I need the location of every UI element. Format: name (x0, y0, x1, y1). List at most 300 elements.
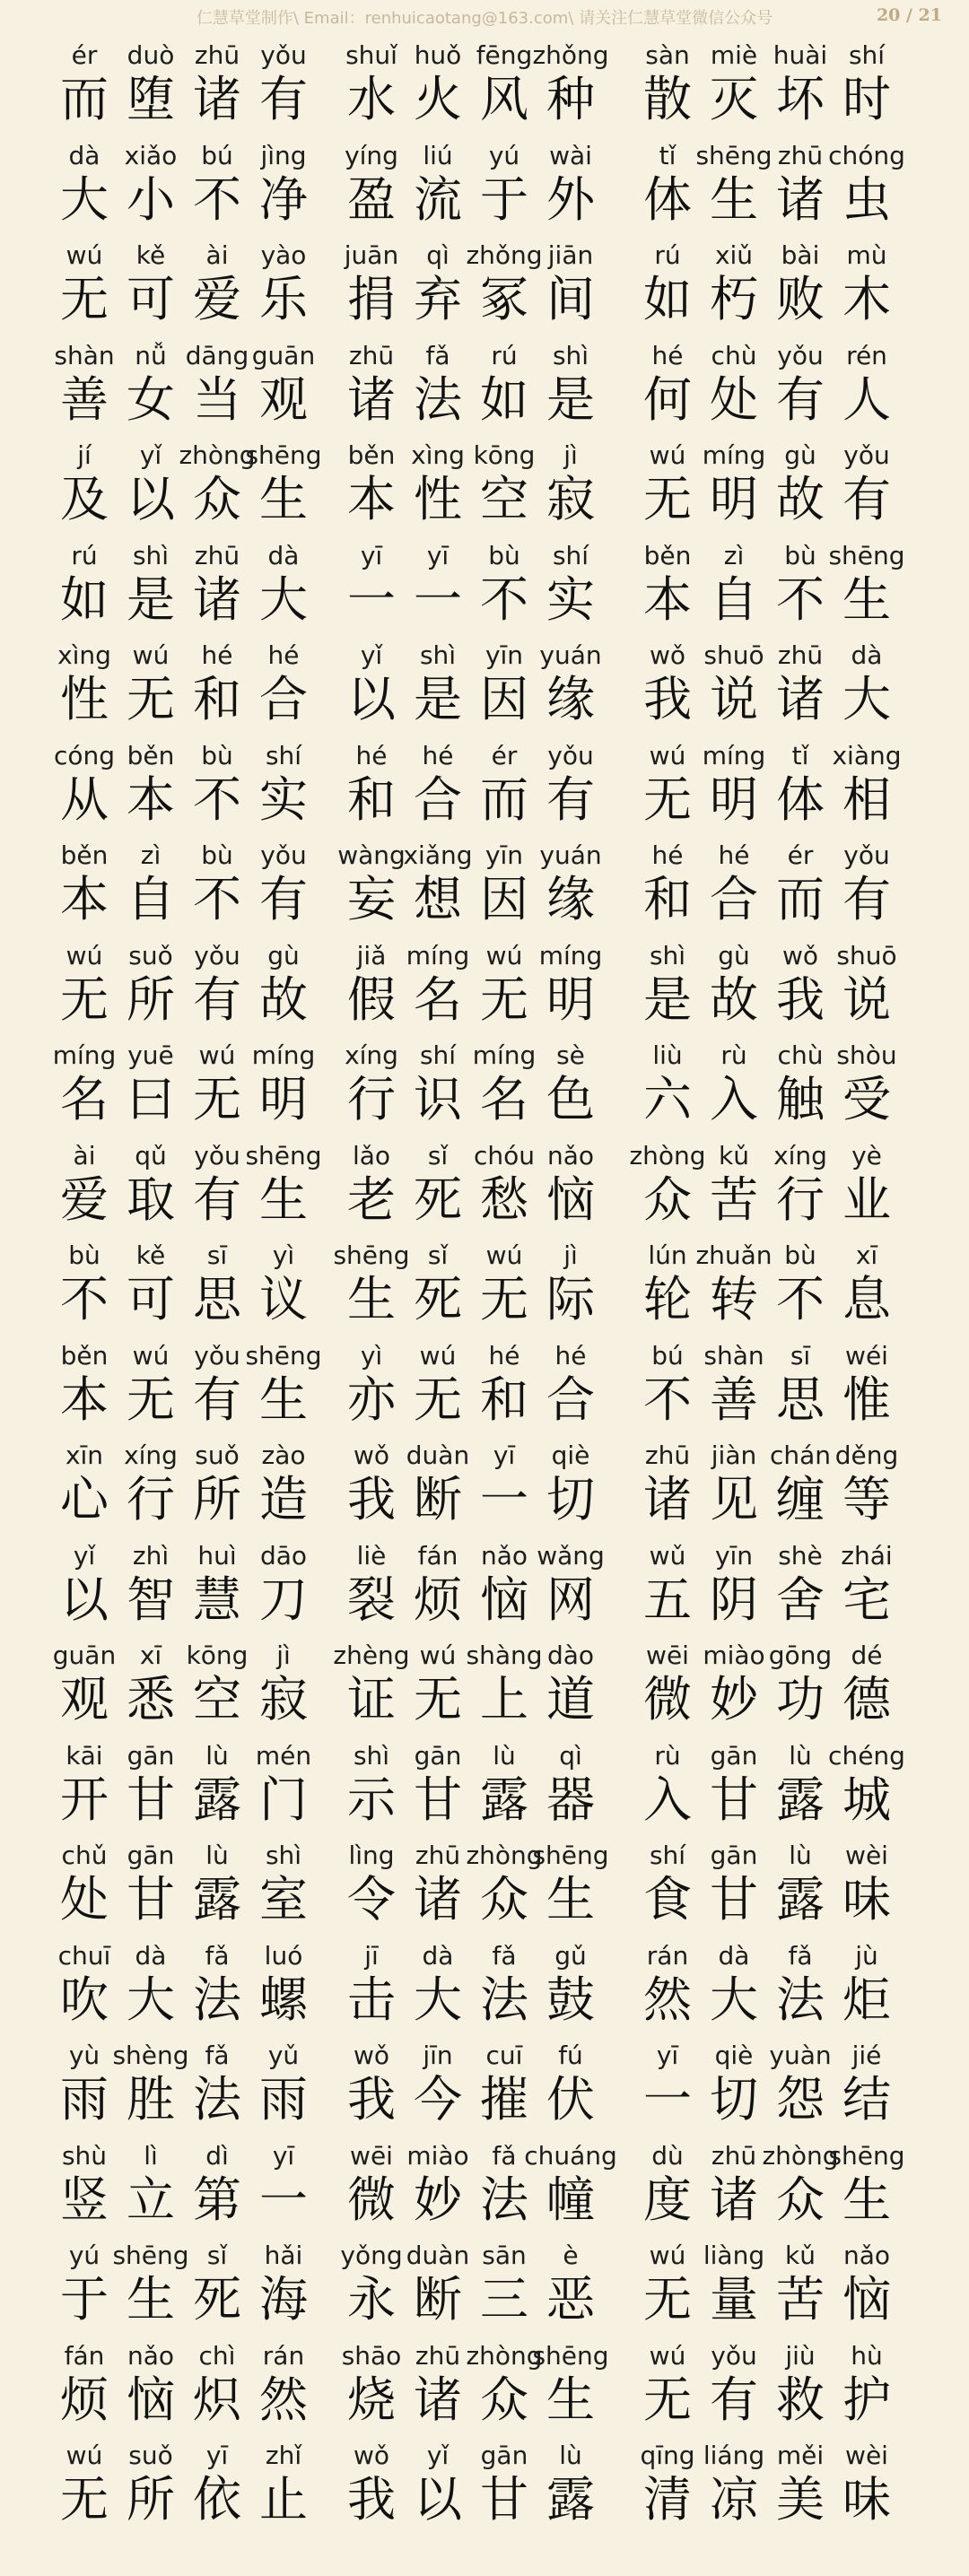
pinyin-label: yú (488, 140, 520, 170)
hanzi-character: 永 (347, 2271, 396, 2328)
hanzi-character: 妄 (347, 871, 396, 927)
pinyin-label: yǒu (194, 1140, 240, 1171)
hanzi-character: 处 (60, 1871, 109, 1928)
pinyin-label: huài (773, 40, 828, 70)
pinyin-label: fán (64, 2340, 105, 2371)
pinyin-label: shì (265, 1841, 302, 1870)
pinyin-label: zhū (415, 2340, 461, 2371)
hanzi-character: 味 (842, 2471, 891, 2528)
verse-row (0, 2040, 969, 2140)
pinyin-label: shēng (112, 2241, 189, 2270)
pinyin-label: dù (651, 2140, 684, 2171)
hanzi-character: 幢 (546, 2171, 595, 2228)
pinyin-label: sī (790, 1340, 811, 1371)
hanzi-character: 处 (710, 370, 758, 428)
char-cell (251, 1940, 316, 2040)
hanzi-character: 诸 (776, 671, 825, 727)
hanzi-character: 有 (259, 71, 308, 127)
verse-row (0, 1940, 969, 2041)
pinyin-label: qiè (551, 1440, 590, 1470)
pinyin-label: lún (648, 1240, 687, 1270)
hanzi-character: 净 (259, 170, 308, 228)
pinyin-label: hé (651, 840, 684, 870)
hanzi-character: 美 (776, 2471, 825, 2528)
hanzi-character: 无 (643, 471, 692, 527)
hanzi-character: 露 (776, 1871, 825, 1928)
hanzi-character: 观 (60, 1671, 109, 1727)
char-cell (251, 840, 316, 939)
char-cell (245, 439, 322, 539)
pinyin-label: fán (417, 1540, 458, 1571)
hanzi-character: 无 (480, 970, 528, 1028)
char-cell (834, 2340, 899, 2440)
hanzi-character: 五 (643, 1571, 692, 1628)
hanzi-character: 断 (414, 1471, 462, 1527)
pinyin-label: sàn (645, 40, 690, 70)
hanzi-character: 度 (643, 2171, 692, 2228)
pinyin-label: sǐ (427, 1140, 449, 1171)
verse-phrase (339, 2240, 622, 2339)
char-cell (251, 2440, 316, 2539)
char-cell (538, 740, 603, 840)
pinyin-label: nǎo (480, 1540, 528, 1571)
char-cell (251, 1740, 316, 1840)
verse-phrase (635, 1940, 918, 2040)
pinyin-label: xī (855, 1240, 878, 1270)
hanzi-character: 名 (414, 970, 462, 1028)
hanzi-character: 无 (60, 271, 109, 327)
pinyin-label: wǒ (353, 2441, 390, 2470)
pinyin-label: jì (276, 1640, 291, 1670)
hanzi-character: 见 (710, 1471, 758, 1527)
hanzi-character: 海 (259, 2271, 308, 2328)
verse-phrase (339, 140, 622, 239)
pinyin-label: zhǐ (265, 2441, 302, 2470)
hanzi-character: 灭 (710, 71, 758, 127)
hanzi-character: 不 (193, 871, 241, 927)
hanzi-character: 无 (643, 770, 692, 828)
hanzi-character: 无 (127, 1371, 175, 1428)
pinyin-label: dāo (259, 1540, 308, 1571)
hanzi-character: 怨 (776, 2071, 825, 2128)
hanzi-character: 慧 (193, 1571, 241, 1628)
pinyin-label: wǒ (353, 2041, 390, 2070)
char-cell (251, 1440, 316, 1539)
char-cell (538, 1740, 603, 1840)
hanzi-character: 乐 (259, 271, 308, 327)
char-cell (251, 39, 316, 139)
hanzi-character: 实 (259, 770, 308, 828)
pinyin-label: jìng (260, 140, 307, 170)
hanzi-character: 空 (480, 471, 528, 527)
hanzi-character: 善 (710, 1371, 758, 1428)
char-cell (251, 140, 316, 239)
pinyin-label: dà (851, 640, 883, 670)
hanzi-character: 烦 (414, 1571, 462, 1628)
hanzi-character: 宅 (842, 1571, 891, 1628)
pinyin-label: zhū (711, 2140, 757, 2171)
pinyin-label: shēng (532, 1841, 609, 1870)
pinyin-label: gù (267, 940, 300, 970)
pinyin-label: wú (649, 440, 686, 470)
verse-phrase (339, 1040, 622, 1139)
hanzi-character: 间 (546, 271, 595, 327)
hanzi-character: 有 (842, 471, 891, 527)
pinyin-label: nǎo (127, 2340, 175, 2371)
hanzi-character: 实 (546, 570, 595, 628)
hanzi-character: 无 (127, 671, 175, 727)
char-cell (245, 1340, 322, 1440)
pinyin-label: qīng (640, 2441, 695, 2470)
hanzi-character: 露 (480, 1771, 528, 1828)
pinyin-label: yī (360, 540, 383, 570)
hanzi-character: 有 (193, 1171, 241, 1228)
hanzi-character: 无 (414, 1371, 462, 1428)
hanzi-character: 相 (842, 770, 891, 828)
hanzi-character: 行 (127, 1471, 175, 1527)
pinyin-label: míng (251, 1040, 316, 1070)
pinyin-label: yuē (127, 1040, 174, 1070)
hanzi-character: 有 (259, 871, 308, 927)
hanzi-character: 说 (710, 671, 758, 727)
pinyin-label: hé (355, 740, 388, 770)
hanzi-character: 生 (259, 1371, 308, 1428)
hanzi-character: 和 (643, 871, 692, 927)
hanzi-character: 露 (193, 1771, 241, 1828)
verse-phrase (635, 740, 918, 840)
pinyin-label: yīn (484, 840, 524, 870)
hanzi-character: 合 (710, 871, 758, 927)
hanzi-character: 大 (414, 1971, 462, 2028)
hanzi-character: 本 (60, 871, 109, 927)
pinyin-label: míng (538, 940, 603, 970)
pinyin-label: chuī (57, 1940, 111, 1971)
verse-phrase (339, 1440, 622, 1539)
verse-row (0, 1240, 969, 1340)
hanzi-character: 法 (193, 1971, 241, 2028)
hanzi-character: 不 (193, 170, 241, 228)
char-cell (251, 2240, 316, 2339)
char-cell (538, 1140, 603, 1240)
char-cell (251, 940, 316, 1040)
char-cell (538, 1040, 603, 1139)
pinyin-label: ài (73, 1140, 96, 1171)
pinyin-label: chán (769, 1440, 832, 1470)
verse-phrase (339, 439, 622, 539)
hanzi-character: 然 (643, 1971, 692, 2028)
hanzi-character: 德 (842, 1671, 891, 1727)
pinyin-label: nǚ (135, 340, 167, 370)
pinyin-label: lù (205, 1841, 229, 1870)
hanzi-character: 从 (60, 770, 109, 828)
verse-phrase (339, 1540, 622, 1640)
pinyin-label: zhū (777, 640, 824, 670)
char-cell (538, 2040, 603, 2139)
pinyin-label: ér (71, 40, 98, 70)
verse-phrase (52, 239, 335, 339)
verse-phrase (333, 1240, 622, 1339)
verse-row (0, 2140, 969, 2241)
hanzi-character: 体 (776, 770, 825, 828)
hanzi-character: 我 (347, 1471, 396, 1527)
hanzi-character: 想 (414, 871, 462, 927)
hanzi-character: 惟 (842, 1371, 891, 1428)
pinyin-label: shí (848, 40, 886, 70)
pinyin-label: chuáng (524, 2140, 617, 2171)
hanzi-character: 不 (776, 570, 825, 628)
char-cell (251, 1040, 316, 1139)
hanzi-character: 和 (480, 1371, 528, 1428)
verse-phrase (52, 840, 335, 939)
char-cell (538, 940, 603, 1040)
verse-phrase (635, 2340, 918, 2440)
pinyin-label: liàng (703, 2241, 765, 2270)
pinyin-label: mén (255, 1740, 312, 1771)
verse-row (0, 2440, 969, 2540)
hanzi-character: 摧 (480, 2071, 528, 2128)
hanzi-character: 识 (414, 1071, 462, 1127)
hanzi-character: 诸 (643, 1471, 692, 1527)
pinyin-label: xī (139, 1640, 162, 1670)
verse-phrase (635, 1440, 918, 1539)
hanzi-character: 盈 (347, 170, 396, 228)
pinyin-label: míng (702, 740, 766, 770)
hanzi-character: 不 (776, 1271, 825, 1327)
pinyin-label: xìng (411, 440, 465, 470)
pinyin-label: xiǎo (124, 140, 178, 170)
pinyin-label: xíng (345, 1040, 398, 1070)
hanzi-character: 恶 (546, 2271, 595, 2328)
verse-phrase (52, 1240, 335, 1339)
pinyin-label: rù (654, 1740, 681, 1771)
pinyin-label: ér (491, 740, 518, 770)
pinyin-label: zhū (348, 340, 395, 370)
char-cell (834, 940, 899, 1040)
pinyin-label: shāo (341, 2340, 402, 2371)
pinyin-label: hé (718, 840, 750, 870)
pinyin-label: jiān (547, 240, 594, 270)
pinyin-label: chù (777, 1040, 824, 1070)
hanzi-character: 因 (480, 671, 528, 727)
pinyin-label: kāi (65, 1740, 103, 1771)
pinyin-label: shuǐ (345, 40, 397, 70)
verse-phrase (635, 1640, 918, 1739)
char-cell (834, 1240, 899, 1339)
verse-phrase (339, 2340, 622, 2440)
hanzi-character: 结 (842, 2071, 891, 2128)
pinyin-label: fǎ (425, 340, 450, 370)
verse-phrase (52, 1740, 335, 1840)
verse-phrase (52, 2140, 335, 2240)
pinyin-label: jīn (423, 2041, 453, 2070)
pinyin-label: shēng (333, 1240, 410, 1270)
pinyin-label: yè (851, 1140, 882, 1171)
pinyin-label: jì (563, 440, 578, 470)
hanzi-character: 众 (776, 2171, 825, 2228)
verse-phrase (52, 2440, 335, 2539)
pinyin-label: nǎo (546, 1140, 595, 1171)
hanzi-character: 有 (776, 370, 825, 428)
hanzi-character: 炽 (193, 2371, 241, 2428)
pinyin-label: shèng (112, 2041, 189, 2070)
pinyin-label: rú (491, 340, 518, 370)
char-cell (538, 1940, 603, 2040)
hanzi-character: 我 (643, 671, 692, 727)
pinyin-label: yǐ (73, 1540, 96, 1571)
hanzi-character: 入 (643, 1771, 692, 1828)
pinyin-label: sī (206, 1240, 228, 1270)
hanzi-character: 依 (193, 2471, 241, 2528)
hanzi-character: 胜 (127, 2071, 175, 2128)
hanzi-character: 亦 (347, 1371, 396, 1428)
hanzi-character: 如 (643, 271, 692, 327)
pinyin-label: dào (546, 1640, 595, 1670)
pinyin-label: ài (205, 240, 229, 270)
char-cell (251, 340, 316, 439)
char-cell (834, 2440, 899, 2539)
pinyin-label: xiǔ (714, 240, 754, 270)
hanzi-character: 风 (480, 71, 528, 127)
pinyin-label: chù (711, 340, 757, 370)
verse-row (0, 39, 969, 140)
verse-phrase (52, 140, 335, 239)
hanzi-character: 众 (480, 1871, 528, 1928)
pinyin-label: fú (558, 2041, 583, 2070)
verse-row (0, 439, 969, 540)
char-cell (538, 1440, 603, 1539)
page-header (0, 0, 969, 39)
pinyin-label: dà (68, 140, 100, 170)
pinyin-label: sè (556, 1040, 585, 1070)
hanzi-character: 息 (842, 1271, 891, 1327)
pinyin-label: yī (205, 2441, 229, 2470)
pinyin-label: liáng (703, 2441, 765, 2470)
pinyin-label: zhòng (466, 2340, 543, 2371)
hanzi-character: 弃 (414, 271, 462, 327)
hanzi-character: 于 (480, 170, 528, 228)
hanzi-character: 无 (414, 1671, 462, 1727)
pinyin-label: shòu (836, 1040, 897, 1070)
pinyin-label: yǒu (843, 440, 890, 470)
char-cell (538, 2440, 603, 2539)
verse-phrase (635, 1540, 918, 1640)
hanzi-character: 有 (546, 770, 595, 828)
pinyin-label: shuō (836, 940, 897, 970)
hanzi-character: 何 (643, 370, 692, 428)
hanzi-character: 吹 (60, 1971, 109, 2028)
hanzi-character: 生 (546, 2371, 595, 2428)
char-cell (538, 340, 603, 439)
pinyin-label: shēng (828, 540, 905, 570)
pinyin-label: yǒu (194, 1340, 240, 1371)
verse-phrase (635, 2040, 918, 2139)
verse-phrase (52, 2040, 335, 2139)
pinyin-label: duò (127, 40, 175, 70)
hanzi-character: 竖 (60, 2171, 109, 2228)
hanzi-character: 和 (193, 671, 241, 727)
hanzi-character: 明 (710, 471, 758, 527)
pinyin-label: měi (776, 2441, 825, 2470)
pinyin-label: wú (198, 1040, 236, 1070)
pinyin-label: gù (784, 440, 816, 470)
pinyin-label: chóng (828, 140, 905, 170)
pinyin-label: shè (778, 1540, 823, 1571)
hanzi-character: 恼 (842, 2271, 891, 2328)
pinyin-label: shì (552, 340, 589, 370)
pinyin-label: shí (552, 540, 589, 570)
hanzi-character: 众 (480, 2371, 528, 2428)
hanzi-character: 而 (776, 871, 825, 927)
verse-phrase (333, 1640, 622, 1739)
hanzi-character: 所 (127, 2471, 175, 2528)
verse-phrase (635, 140, 918, 239)
pinyin-label: shí (265, 740, 302, 770)
hanzi-character: 雨 (259, 2071, 308, 2128)
pinyin-label: wǎng (537, 1540, 605, 1571)
hanzi-character: 立 (127, 2171, 175, 2228)
pinyin-label: běn (347, 440, 396, 470)
hanzi-character: 空 (193, 1671, 241, 1727)
hanzi-character: 因 (480, 871, 528, 927)
pinyin-label: gù (718, 940, 750, 970)
hanzi-character: 轮 (643, 1271, 692, 1327)
verse-row (0, 140, 969, 240)
hanzi-character: 死 (414, 1171, 462, 1228)
pinyin-label: guān (52, 1640, 117, 1670)
pinyin-label: zhuǎn (695, 1240, 773, 1270)
hanzi-character: 网 (546, 1571, 595, 1628)
hanzi-character: 一 (414, 570, 462, 628)
hanzi-character: 行 (776, 1171, 825, 1228)
pinyin-label: yīn (714, 1540, 754, 1571)
pinyin-label: gān (127, 1841, 175, 1870)
hanzi-character: 不 (643, 1371, 692, 1428)
pinyin-label: hù (851, 2340, 883, 2371)
pinyin-label: yì (272, 1240, 295, 1270)
verse-phrase (339, 1340, 622, 1440)
verse-row (0, 1840, 969, 1940)
verse-phrase (52, 1640, 335, 1739)
hanzi-character: 堕 (127, 71, 175, 127)
char-cell (834, 840, 899, 939)
pinyin-label: yīn (484, 640, 524, 670)
hanzi-character: 门 (259, 1771, 308, 1828)
hanzi-character: 今 (414, 2071, 462, 2128)
hanzi-character: 愁 (480, 1171, 528, 1228)
pinyin-label: wéi (845, 1340, 888, 1371)
pinyin-label: běn (127, 740, 175, 770)
char-cell (251, 1840, 316, 1939)
pinyin-label: xíng (124, 1440, 178, 1470)
verse-phrase (52, 1540, 335, 1640)
hanzi-character: 阴 (710, 1571, 758, 1628)
char-cell (828, 140, 905, 239)
verse-phrase (635, 1840, 918, 1939)
pinyin-label: wēi (646, 1640, 689, 1670)
hanzi-character: 有 (710, 2371, 758, 2428)
pinyin-label: liù (652, 1040, 683, 1070)
pinyin-label: huǒ (414, 40, 462, 70)
pinyin-label: sǐ (427, 1240, 449, 1270)
hanzi-character: 名 (60, 1071, 109, 1127)
verse-phrase (52, 540, 335, 640)
pinyin-label: zào (261, 1440, 306, 1470)
hanzi-character: 无 (643, 2271, 692, 2328)
hanzi-character: 微 (643, 1671, 692, 1727)
pinyin-label: duàn (406, 2241, 470, 2270)
char-cell (538, 1640, 603, 1739)
verse-row (0, 1540, 969, 1640)
